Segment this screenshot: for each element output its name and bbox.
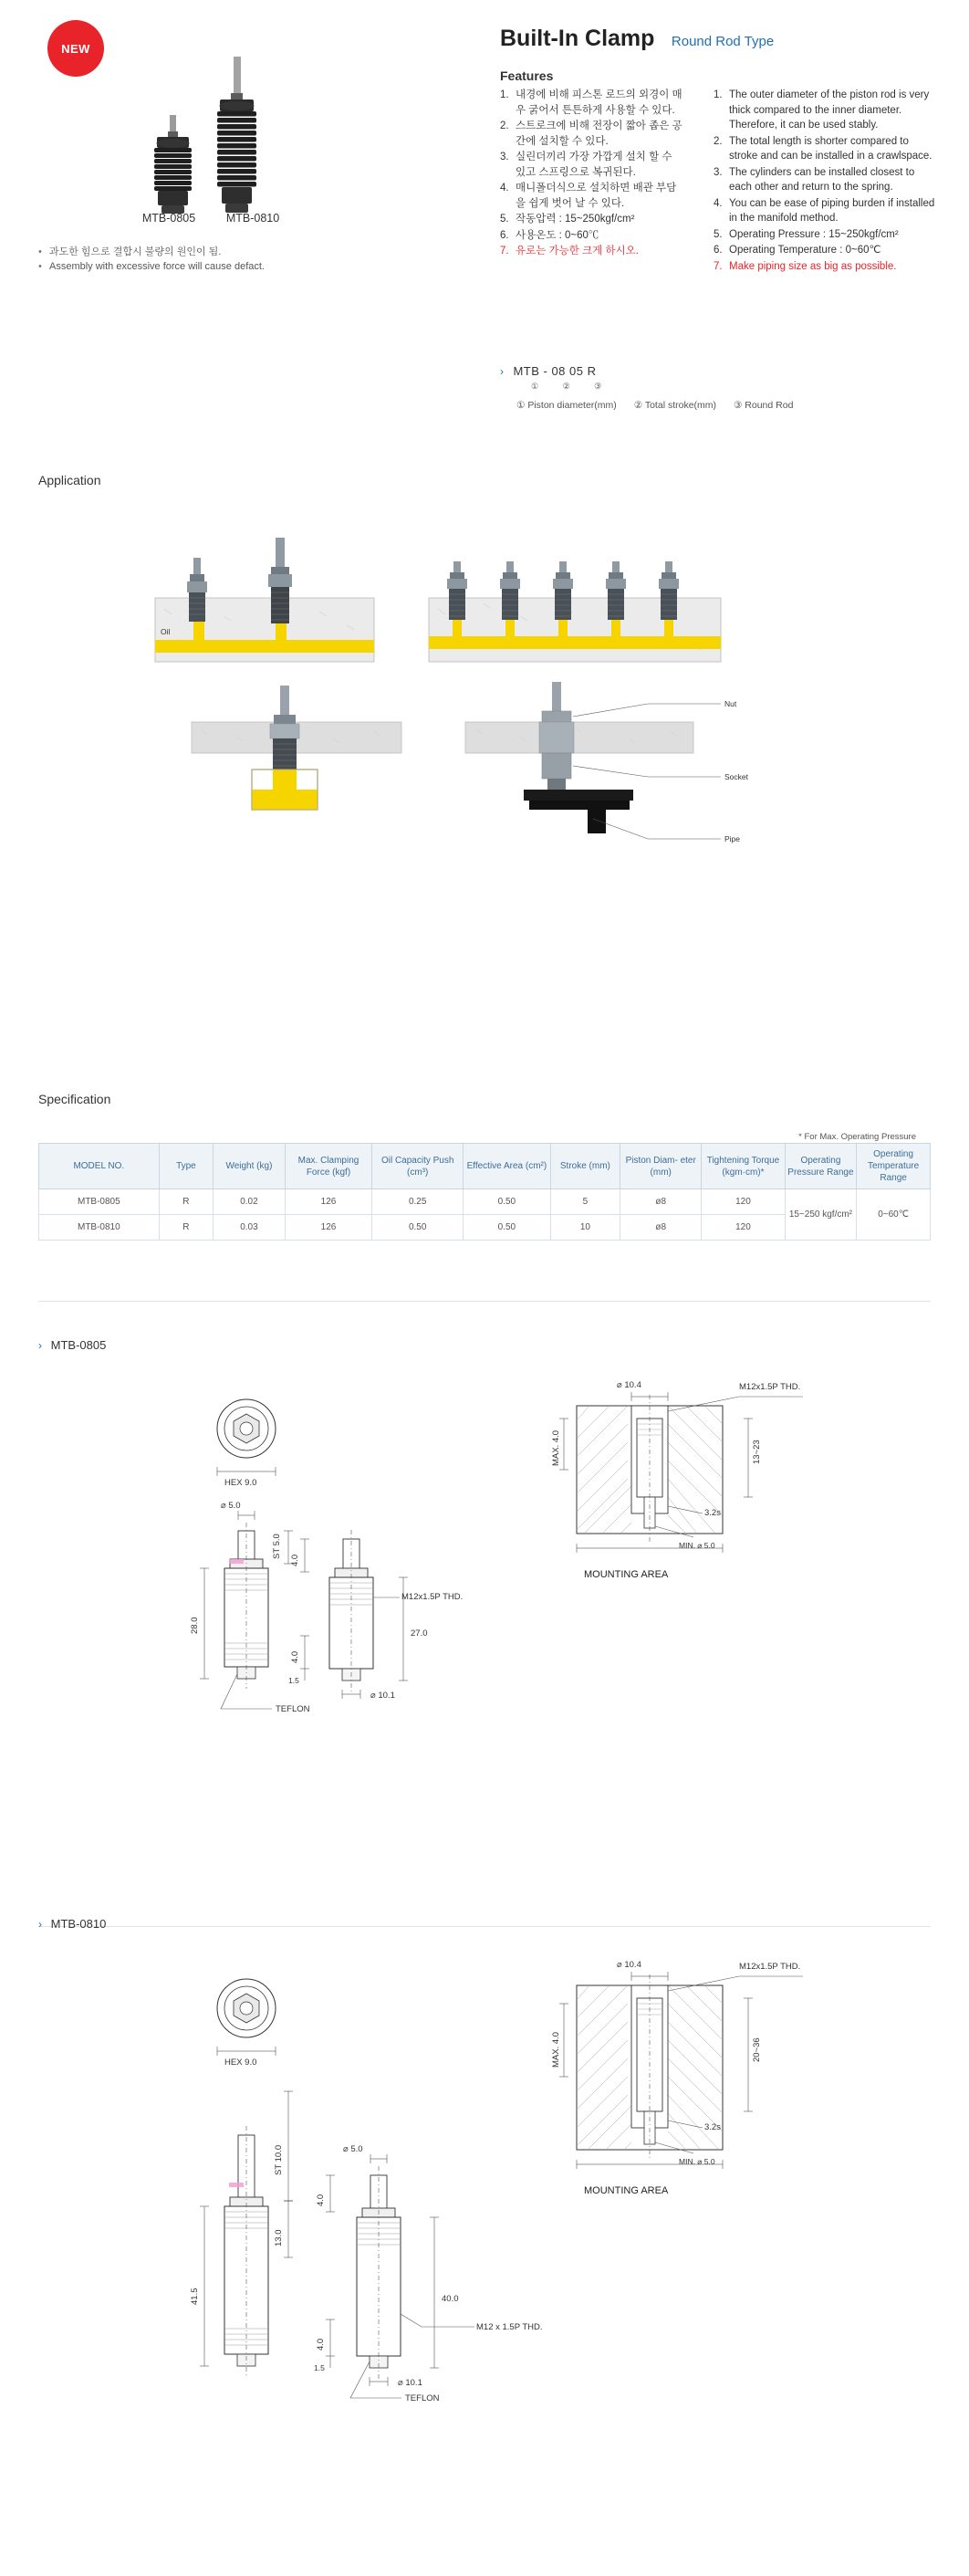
cell-torque: 120	[702, 1215, 785, 1241]
cell-type: R	[159, 1189, 213, 1215]
feature-en-2: The total length is shorter compared to stroke and can be installed in a crawlspace.	[729, 135, 933, 162]
cell-piston: ø8	[620, 1189, 702, 1215]
dim-d5-0805: ⌀ 5.0	[221, 1501, 241, 1511]
mounting-area-label-0810: MOUNTING AREA	[584, 2185, 669, 2196]
cell-oil: 0.25	[372, 1189, 464, 1215]
dim-range-0810: 20~36	[752, 2037, 762, 2062]
feature-ko-2: 스트로크에 비해 전장이 짧아 좁은 공간에 설치할 수 있다.	[516, 120, 682, 147]
header-section	[0, 0, 969, 456]
dim-d104-0805: ⌀ 10.4	[617, 1380, 641, 1390]
dim-st-0810: ST 10.0	[274, 2144, 284, 2175]
model-code-legend	[516, 400, 808, 411]
specification-table	[38, 1143, 931, 1241]
th-pressure: Operating Pressure Range	[785, 1144, 857, 1189]
feature-en-1: The outer diameter of the piston rod is very thick compared to the inner diameter. Therefore, it can be used stably.	[729, 89, 930, 131]
application-diagram	[137, 525, 849, 1000]
svg-text:Oil: Oil	[161, 627, 171, 636]
cell-model: MTB-0810	[39, 1215, 160, 1241]
th-force: Max. Clamping Force (kgf)	[285, 1144, 372, 1189]
cell-area: 0.50	[464, 1189, 551, 1215]
dim-28-0805: 28.0	[190, 1617, 200, 1634]
features-label: Features	[500, 68, 554, 83]
dim-min50-0805: MIN. ⌀ 5.0	[679, 1541, 715, 1550]
dim-thd-0805: M12x1.5P THD.	[401, 1592, 464, 1602]
legend-3: ③ Round Rod	[733, 400, 794, 411]
th-torque: Tightening Torque (kgm·cm)*	[702, 1144, 785, 1189]
feature-ko-7: 유로는 가능한 크게 하시오.	[516, 246, 639, 257]
cell-oil: 0.50	[372, 1215, 464, 1241]
drawing-0810-title: MTB-0810	[50, 1917, 107, 1931]
cell-temperature: 0~60℃	[857, 1189, 931, 1241]
dim-130-0810: 13.0	[274, 2229, 284, 2246]
th-type: Type	[159, 1144, 213, 1189]
dim-thd2-0805: M12x1.5P THD.	[739, 1382, 801, 1392]
feature-en-5: Operating Pressure : 15~250kgf/cm²	[729, 228, 899, 240]
dim-d101-0805: ⌀ 10.1	[370, 1691, 395, 1701]
legend-1: ① Piston diameter(mm)	[516, 400, 617, 411]
dim-415-0810: 41.5	[190, 2288, 200, 2305]
dim-max40-0805: MAX. 4.0	[551, 1429, 561, 1466]
dim-teflon-0810: TEFLON	[405, 2393, 440, 2403]
mounting-area-label-0805: MOUNTING AREA	[584, 1569, 669, 1580]
dim-40b-0810: 4.0	[316, 2338, 326, 2351]
cell-weight: 0.02	[214, 1189, 286, 1215]
drawing-0810	[109, 1949, 931, 2551]
product-caption-2: MTB-0810	[225, 212, 280, 225]
warning-bullets	[38, 245, 312, 274]
label-socket: Socket	[724, 772, 748, 781]
feature-ko-6: 사용온도 : 0~60℃	[516, 229, 599, 241]
feature-en-3: The cylinders can be installed closest to each other and return to the spring.	[729, 166, 915, 193]
dim-teflon-0805: TEFLON	[276, 1704, 310, 1714]
model-code-row	[500, 363, 929, 380]
drawing-0805-label	[38, 1338, 106, 1352]
feature-en-6: Operating Temperature : 0~60℃	[729, 245, 881, 256]
th-stroke: Stroke (mm)	[550, 1144, 620, 1189]
th-model: MODEL NO.	[39, 1144, 160, 1189]
drawing-0805	[109, 1369, 931, 1826]
title-sub: Round Rod Type	[671, 34, 775, 49]
th-weight: Weight (kg)	[214, 1144, 286, 1189]
feature-ko-1: 내경에 비해 피스톤 로드의 외경이 매우 굵어서 튼튼하게 사용할 수 있다.	[516, 89, 682, 116]
application-label: Application	[38, 473, 101, 487]
dim-range-0805: 13~23	[752, 1440, 762, 1464]
bullet-ko: • 과도한 힘으로 결합시 불량의 원인이 됨.	[38, 245, 312, 259]
dim-15-0805: 1.5	[288, 1676, 299, 1685]
dim-st-0805: ST 5.0	[272, 1534, 282, 1559]
cell-stroke: 10	[550, 1215, 620, 1241]
bullet-en: • Assembly with excessive force will cause defact.	[38, 259, 312, 274]
th-piston: Piston Diam- eter (mm)	[620, 1144, 702, 1189]
th-temperature: Operating Temperature Range	[857, 1144, 931, 1189]
feature-ko-3: 실린더끼리 가장 가깝게 설치 할 수 있고 스프링으로 복귀된다.	[516, 152, 672, 178]
feature-en-4: You can be ease of piping burden if installed in the manifold method.	[729, 197, 935, 224]
dim-max40-0810: MAX. 4.0	[551, 2031, 561, 2068]
chevron-right-icon: ›	[500, 365, 504, 378]
th-area: Effective Area (cm²)	[464, 1144, 551, 1189]
spec-note: * For Max. Operating Pressure	[798, 1132, 916, 1142]
dim-thd-0810: M12 x 1.5P THD.	[476, 2322, 543, 2332]
dim-d101-0810: ⌀ 10.1	[398, 2378, 422, 2388]
drawing-0805-title: MTB-0805	[50, 1338, 107, 1352]
table-row	[39, 1189, 931, 1215]
divider-1	[38, 1301, 931, 1302]
feature-en-7: Make piping size as big as possible.	[729, 260, 897, 272]
dim-400-0810: 40.0	[442, 2294, 459, 2304]
chevron-right-icon: ›	[38, 1339, 42, 1352]
dim-thd2-0810: M12x1.5P THD.	[739, 1962, 801, 1972]
title-main: Built-In Clamp	[500, 26, 655, 51]
cell-torque: 120	[702, 1189, 785, 1215]
divider-2	[38, 1926, 931, 1927]
dim-rough-0805: 3.2s	[704, 1508, 721, 1518]
label-pipe: Pipe	[724, 834, 741, 843]
dim-d5-0810: ⌀ 5.0	[343, 2144, 363, 2154]
feature-ko-5: 작동압력 : 15~250kgf/cm²	[516, 214, 635, 225]
dim-min50-0810: MIN. ⌀ 5.0	[679, 2157, 715, 2166]
dim-40a-0805: 4.0	[290, 1554, 300, 1566]
dim-d104-0810: ⌀ 10.4	[617, 1960, 641, 1970]
chevron-right-icon: ›	[38, 1918, 42, 1931]
label-nut: Nut	[724, 699, 737, 708]
cell-area: 0.50	[464, 1215, 551, 1241]
cell-force: 126	[285, 1189, 372, 1215]
table-header-row	[39, 1144, 931, 1189]
features-list-ko: 1. 내경에 비해 피스톤 로드의 외경이 매우 굵어서 튼튼하게 사용할 수 있다. 2. 스트로크에 비해 전장이 짧아 좁은 공간에 설치할 수 있다. 3. 실린더끼리 가장 가깝게 설치 할 수 있고 스프링으로 복귀된다. 4. 매니폴더식으로 설치하면 배관 부담을 쉽게 벗어 날 수 있다. 5. 작동압력 : 15~250kgf/cm² 6. 사용온도 : 0~60℃ 7. 유로는 가능한 크게 하시오.	[500, 88, 682, 260]
cell-weight: 0.03	[214, 1215, 286, 1241]
cell-force: 126	[285, 1215, 372, 1241]
legend-2: ② Total stroke(mm)	[633, 400, 717, 411]
drawing-0810-label	[38, 1917, 106, 1931]
cell-piston: ø8	[620, 1215, 702, 1241]
dim-hex-0805: HEX 9.0	[224, 1478, 257, 1488]
page-title	[500, 26, 774, 52]
feature-ko-4: 매니폴더식으로 설치하면 배관 부담을 쉽게 벗어 날 수 있다.	[516, 183, 677, 209]
product-caption-1: MTB-0805	[141, 212, 196, 225]
dim-hex-0810: HEX 9.0	[224, 2058, 257, 2068]
new-badge: NEW	[47, 20, 104, 77]
dim-15-0810: 1.5	[314, 2363, 325, 2372]
model-code-numbers: ① ② ③	[531, 382, 613, 391]
dim-40b-0805: 4.0	[290, 1650, 300, 1663]
model-code: MTB - 08 05 R	[513, 364, 597, 378]
dim-27-0805: 27.0	[411, 1628, 428, 1639]
cell-pressure: 15~250 kgf/cm²	[785, 1189, 857, 1241]
cell-stroke: 5	[550, 1189, 620, 1215]
features-list-en: 1. The outer diameter of the piston rod is very thick compared to the inner diameter. Therefore, it can be used stably. 2. The total length is shorter compared to stroke and can be installed in a crawlspace. 3. The cylinders can be installed closest to each other and return to the spring. 4. You can be ease of piping burden if installed in the manifold method. 5. Operating Pressure : 15~250kgf/cm² 6. Operating Temperature : 0~60℃ 7. Make piping size as big as possible.	[714, 88, 940, 275]
specification-label: Specification	[38, 1092, 111, 1106]
th-oil: Oil Capacity Push (cm³)	[372, 1144, 464, 1189]
dim-rough-0810: 3.2s	[704, 2122, 721, 2132]
dim-40a-0810: 4.0	[316, 2194, 326, 2206]
cell-type: R	[159, 1215, 213, 1241]
cell-model: MTB-0805	[39, 1189, 160, 1215]
